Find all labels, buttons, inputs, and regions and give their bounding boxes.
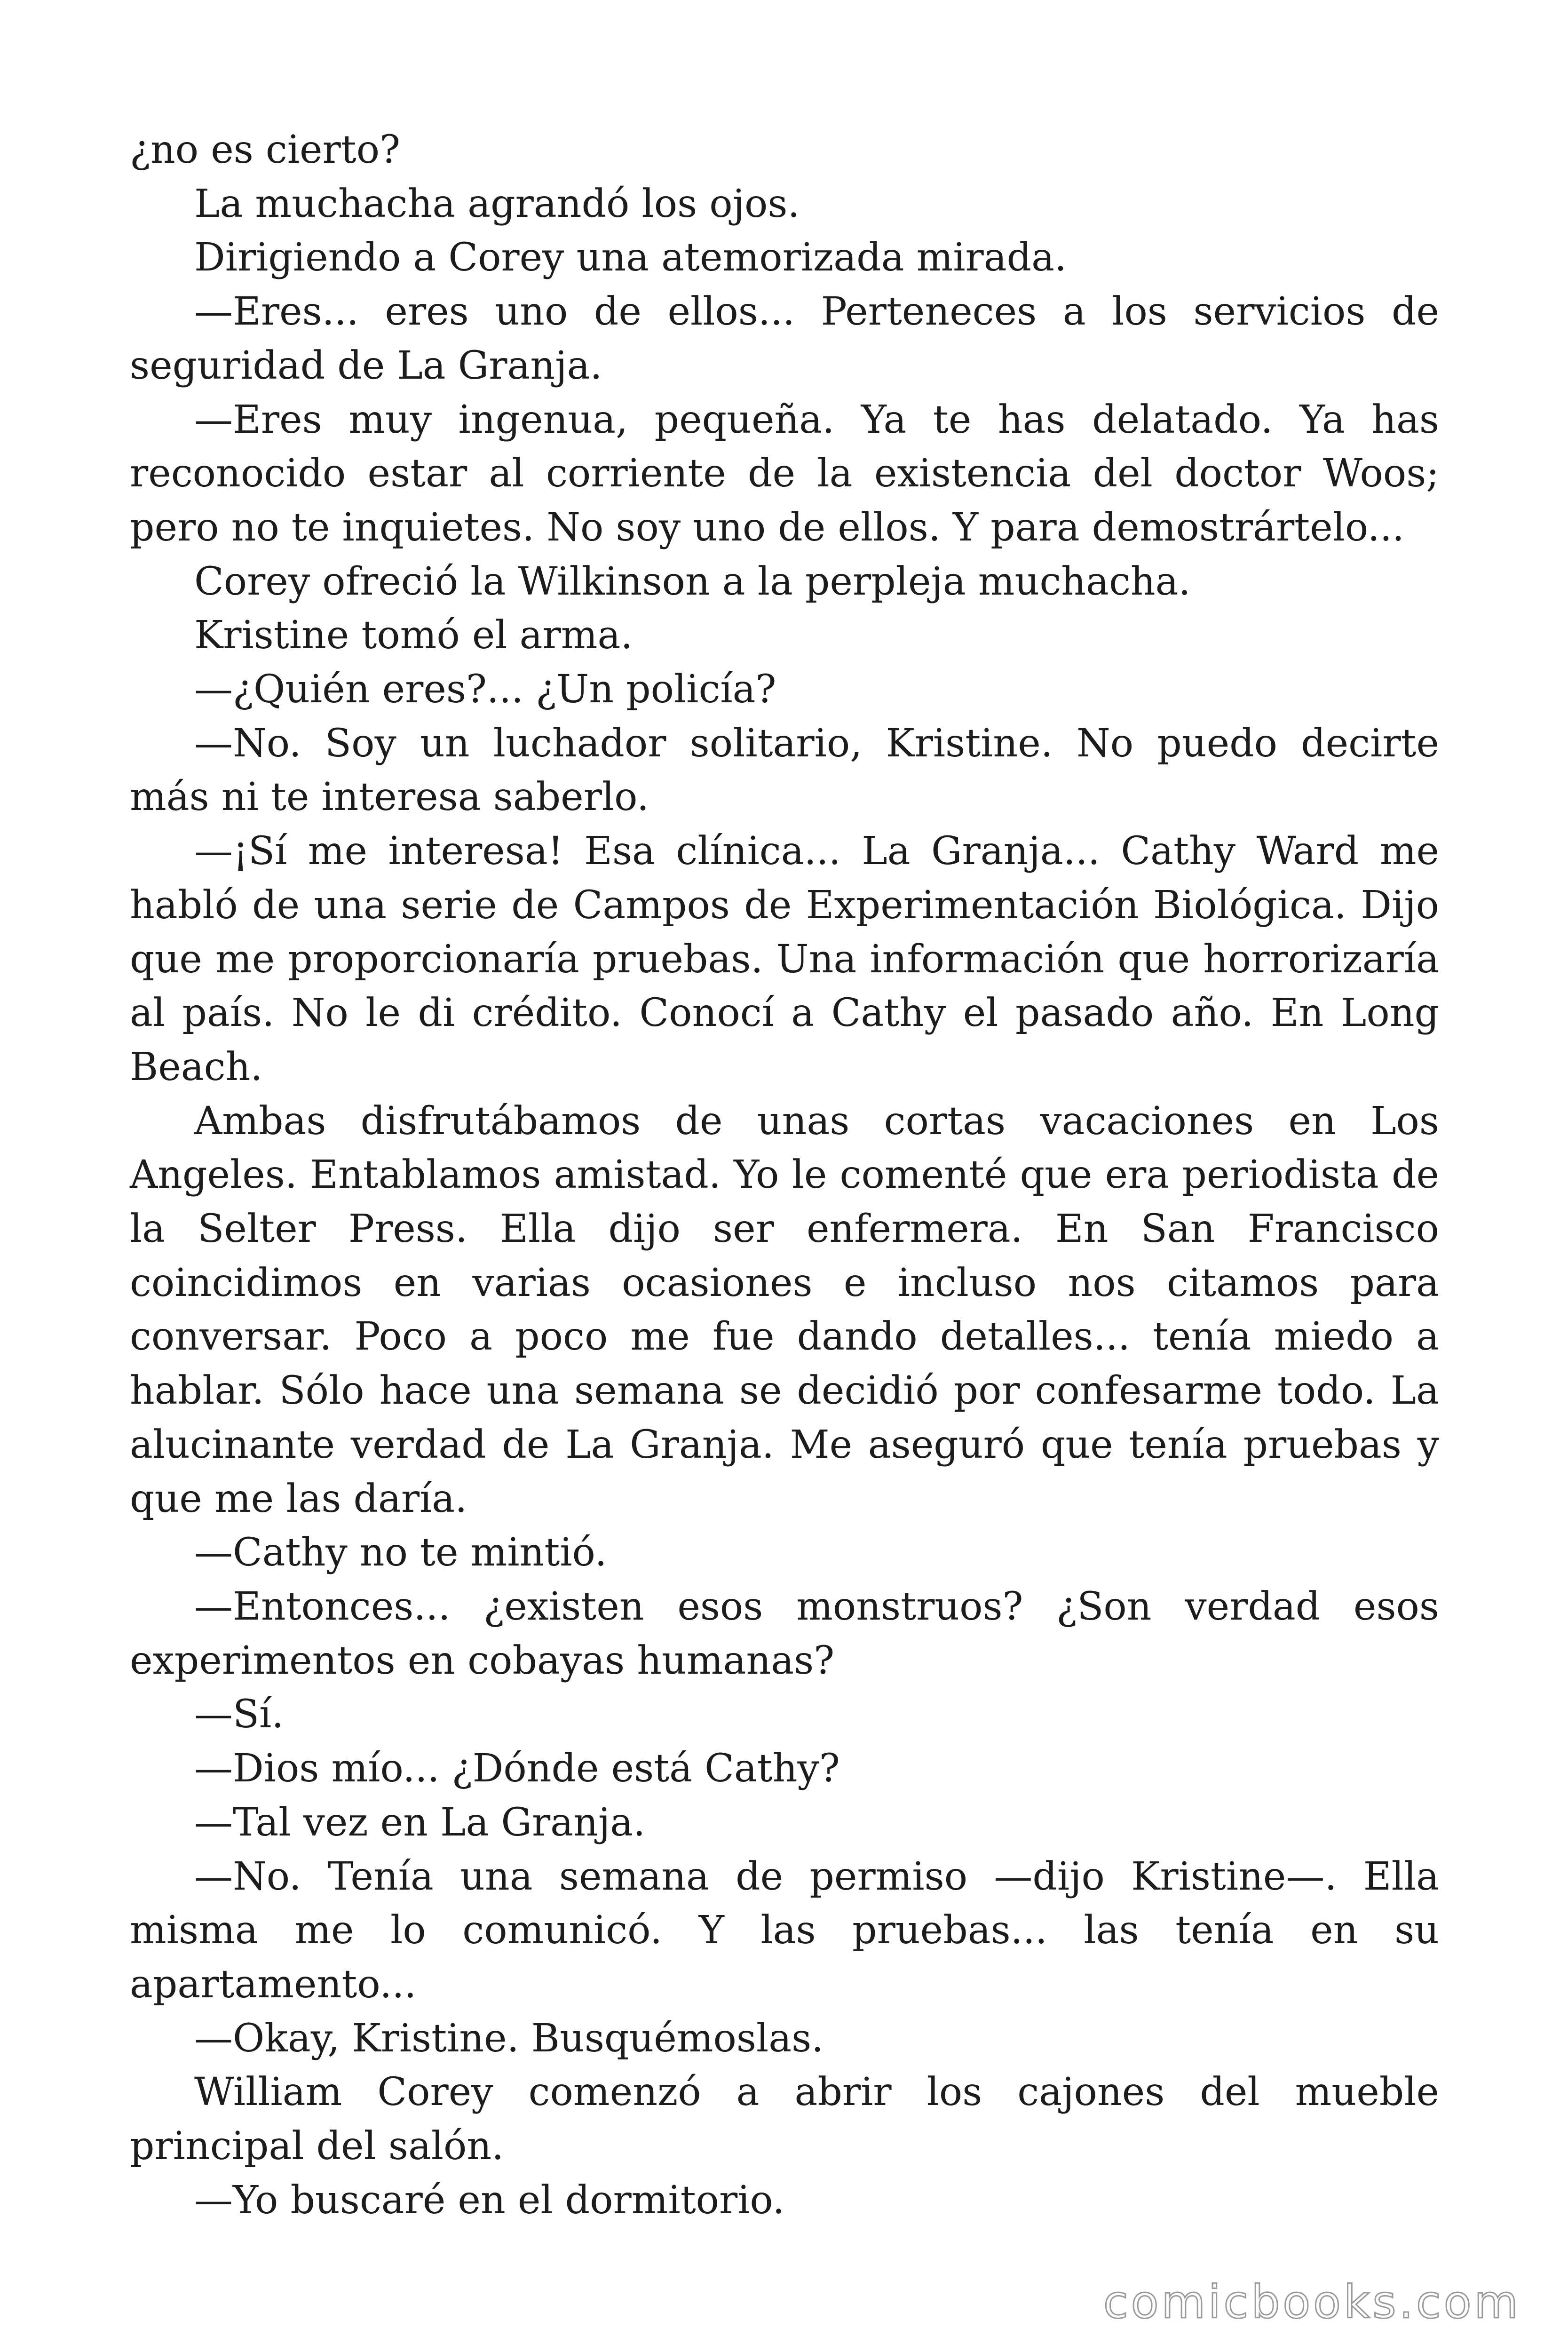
paragraph-16: —Tal vez en La Granja. <box>194 1800 646 1845</box>
body-text <box>130 123 1439 2227</box>
paragraph-18: —Okay, Kristine. Busquémoslas. <box>194 2016 824 2061</box>
paragraph-7: Kristine tomó el arma. <box>194 613 633 658</box>
paragraph-17: —No. Tenía una semana de permiso —dijo Kristine—. Ella misma me lo comunicó. Y las pruebas... las tenía en su apartamento... <box>130 1854 1439 2007</box>
paragraph-15: —Dios mío... ¿Dónde está Cathy? <box>194 1746 840 1791</box>
paragraph-19: William Corey comenzó a abrir los cajones del mueble principal del salón. <box>130 2070 1439 2169</box>
paragraph-12: —Cathy no te mintió. <box>194 1530 607 1575</box>
paragraph-14: —Sí. <box>194 1692 284 1737</box>
paragraph-4: —Eres... eres uno de ellos... Perteneces a los servicios de seguridad de La Granja. <box>130 289 1439 388</box>
paragraph-5: —Eres muy ingenua, pequeña. Ya te has delatado. Ya has reconocido estar al corriente de la existencia del doctor Woos; pero no te inquietes. No soy uno de ellos. Y para demostrártelo... <box>130 397 1439 550</box>
paragraph-8: —¿Quién eres?... ¿Un policía? <box>194 667 776 712</box>
paragraph-20: —Yo buscaré en el dormitorio. <box>194 2177 785 2223</box>
paragraph-1: ¿no es cierto? <box>130 127 401 172</box>
paragraph-10: —¡Sí me interesa! Esa clínica... La Granja... Cathy Ward me habló de una serie de Campos de Experimentación Biológica. Dijo que me proporcionaría pruebas. Una información que horrorizaría al país. No le di crédito. Conocí a Cathy el pasado año. En Long Beach. <box>130 829 1439 1089</box>
paragraph-2: La muchacha agrandó los ojos. <box>194 181 800 226</box>
paragraph-9: —No. Soy un luchador solitario, Kristine. No puedo decirte más ni te interesa saberlo. <box>130 721 1439 820</box>
paragraph-13: —Entonces... ¿existen esos monstruos? ¿Son verdad esos experimentos en cobayas humanas? <box>130 1584 1439 1683</box>
watermark: comicbooks.com <box>1103 2276 1521 2328</box>
paragraph-3: Dirigiendo a Corey una atemorizada mirada. <box>194 235 1067 280</box>
paragraph-11: Ambas disfrutábamos de unas cortas vacaciones en Los Angeles. Entablamos amistad. Yo le comenté que era periodista de la Selter Press. Ella dijo ser enfermera. En San Francisco coincidimos en varias ocasiones e incluso nos citamos para conversar. Poco a poco me fue dando detalles... tenía miedo a hablar. Sólo hace una semana se decidió por confesarme todo. La alucinante verdad de La Granja. Me aseguró que tenía pruebas y que me las daría. <box>130 1098 1439 1521</box>
paragraph-6: Corey ofreció la Wilkinson a la perpleja muchacha. <box>194 559 1191 604</box>
